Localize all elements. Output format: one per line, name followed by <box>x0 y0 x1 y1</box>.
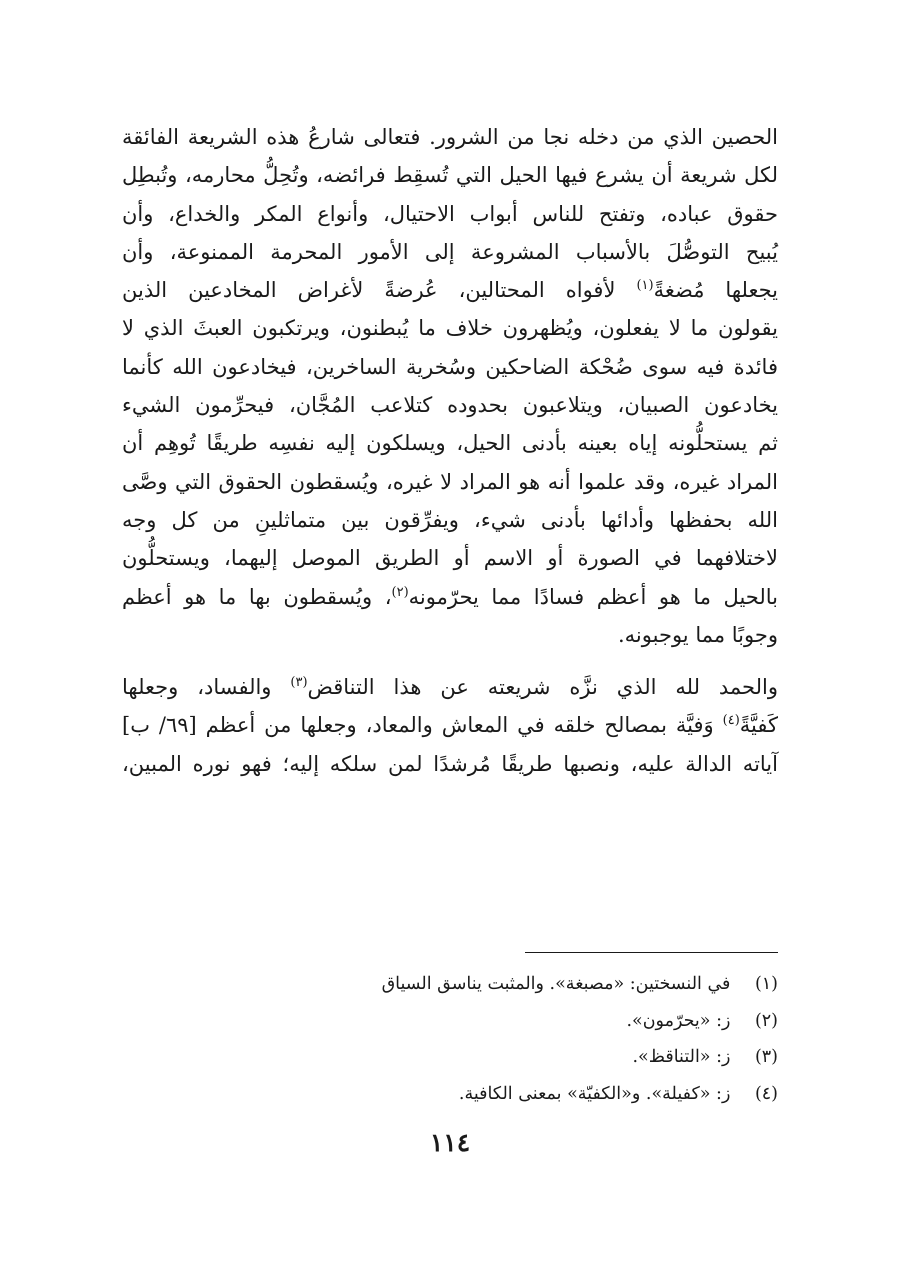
text-line: والحمد لله الذي نزَّه شريعته عن هذا التناقض$^{(٣)}$ والفساد، وجعلها <box>122 675 778 700</box>
text-line: ثم يستحلُّونه إياه بعينه بأدنى الحيل، ويسلكون إليه نفسِه طريقًا تُوهِم أن <box>122 431 778 456</box>
footnote-4 <box>122 1076 778 1113</box>
footnote-ref: (٤) <box>722 713 740 729</box>
footnote-text: ز: «التناقظ». <box>632 1047 731 1067</box>
text-line: يقولون ما لا يفعلون، ويُظهرون خلاف ما يُبطنون، ويرتكبون العبثَ الذي لا <box>122 316 778 341</box>
text-line: يجعلها مُضغةً$^{(١)}$ لأفواه المحتالين، عُرضةً لأغراض المخادعين الذين <box>122 278 778 303</box>
text-line: حقوق عباده، وتفتح للناس أبواب الاحتيال، وأنواع المكر والخداع، وأن <box>122 201 778 226</box>
text-line: لكل شريعة أن يشرع فيها الحيل التي تُسقِط فرائضه، وتُحِلُّ محارمه، وتُبطِل <box>122 163 778 188</box>
text-line: بالحيل ما هو أعظم فسادًا مما يحرّمونه$^{(٢)}$، ويُسقطون بها ما هو أعظم <box>122 584 778 609</box>
text-line: فائدة فيه سوى ضُحْكة الضاحكين وسُخرية الساخرين، فيخادعون الله كأنما <box>122 354 778 379</box>
footnote-1 <box>122 966 778 1003</box>
footnote-3 <box>122 1039 778 1076</box>
footnote-number: (٤) <box>754 1083 778 1104</box>
footnote-text: في النسختين: «مصبغة». والمثبت يناسق السياق <box>381 974 731 994</box>
footnote-separator <box>525 952 778 953</box>
text-line: الله بحفظها وأدائها بأدنى شيء، ويفرِّقون بين متماثلينِ من كل وجه <box>122 507 778 532</box>
text-line: يخادعون الصبيان، ويتلاعبون بحدوده كتلاعب المُجَّان، فيحرِّمون الشيء <box>122 393 778 418</box>
text-line: آياته الدالة عليه، ونصبها طريقًا مُرشدًا لمن سلكه إليه؛ فهو نوره المبين، <box>122 751 778 776</box>
footnote-number: (٢) <box>754 1010 778 1031</box>
paragraph-1 <box>122 118 778 654</box>
text-line: المراد غيره، وقد علموا أنه هو المراد لا غيره، ويُسقطون الحقوق التي وصَّى <box>122 469 778 494</box>
page-number: ١١٤ <box>429 1128 471 1157</box>
footnote-text: ز: «كفيلة». و«الكفيّة» بمعنى الكافية. <box>458 1083 731 1104</box>
main-text <box>122 118 778 783</box>
footnotes <box>122 966 778 1112</box>
text-line: كَفيَّةً$^{(٤)}$ وَفيَّة بمصالح خلقه في المعاش والمعاد، وجعلها من أعظم [٦٩/ ب] <box>122 713 778 738</box>
text-line: يُبيح التوصُّلَ بالأسباب المشروعة إلى الأمور المحرمة الممنوعة، وأن <box>122 239 778 264</box>
footnote-ref: (١) <box>636 278 654 294</box>
paragraph-2 <box>122 668 778 783</box>
footnote-ref: (٣) <box>290 675 308 691</box>
footnote-ref: (٢) <box>391 584 409 600</box>
footnote-2 <box>122 1003 778 1040</box>
footnote-number: (٣) <box>754 1047 778 1067</box>
footnote-number: (١) <box>754 974 778 994</box>
text-line: وجوبًا مما يوجبونه. <box>618 622 778 647</box>
footnote-text: ز: «يحرّمون». <box>626 1010 731 1031</box>
text-line: لاختلافهما في الصورة أو الاسم أو الطريق الموصل إليهما، ويستحلُّون <box>122 546 778 571</box>
text-line: الحصين الذي من دخله نجا من الشرور. فتعالى شارعُ هذه الشريعة الفائقة <box>122 125 778 149</box>
